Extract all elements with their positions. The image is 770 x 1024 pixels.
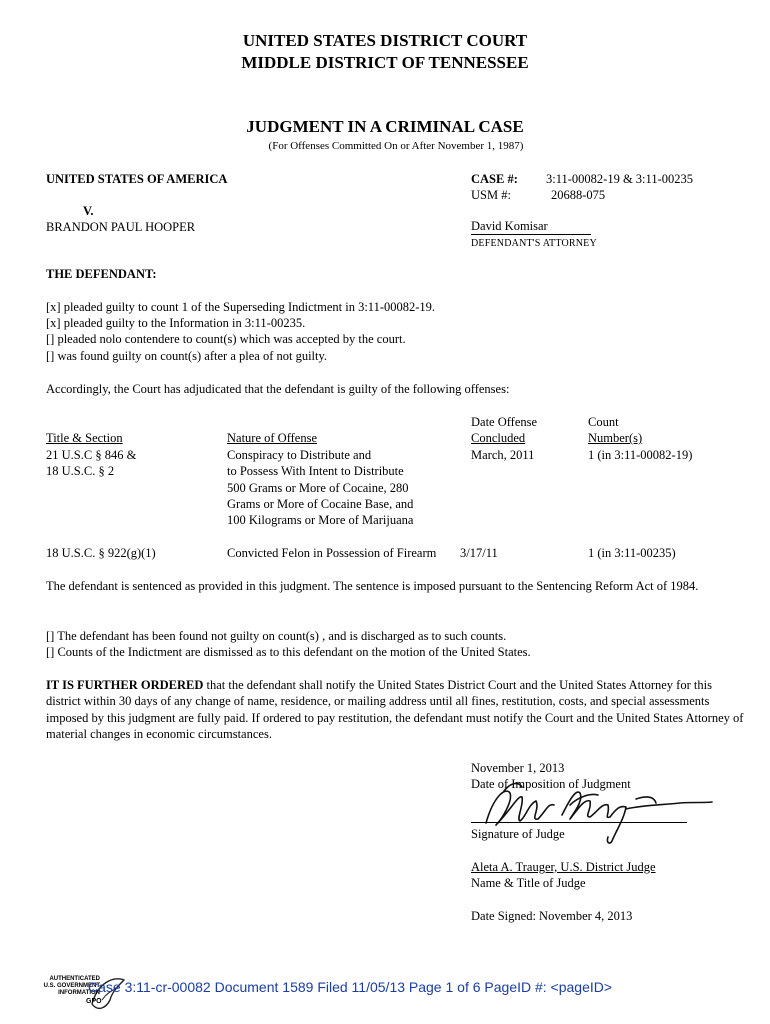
header-count-line1: Count <box>588 415 619 429</box>
plea-line-3: [] pleaded nolo contendere to count(s) which was accepted by the court. <box>46 332 406 346</box>
usm-number-label: USM #: <box>471 188 511 202</box>
header-title-section: Title & Section <box>46 431 123 445</box>
judge-caption: Name & Title of Judge <box>471 876 586 890</box>
offense-2-count: 1 (in 3:11-00235) <box>588 546 676 560</box>
plea-line-4: [] was found guilty on count(s) after a plea of not guilty. <box>46 349 328 363</box>
imposition-date: November 1, 2013 <box>471 761 565 775</box>
seal-line-2: U.S. GOVERNMENT <box>43 983 100 989</box>
signature-line <box>471 822 687 823</box>
header-date-line1: Date Offense <box>471 415 538 429</box>
case-number-label: CASE #: <box>471 172 518 186</box>
court-name-line1: UNITED STATES DISTRICT COURT <box>242 31 528 50</box>
defendant-name: BRANDON PAUL HOOPER <box>46 220 196 234</box>
dismissed-line: [] Counts of the Indictment are dismissed as to this defendant on the motion of the United States. <box>46 645 531 659</box>
further-ordered-text: that the defendant shall notify the United States District Court and the United States Attorney for this district within 30 days of any change of name, residence, or mailing address until all fines, restitution, costs, and special assessments imposed by this judgment are fully paid. If ordered to pay restitution, the defendant must notify the Court and the United States Attorney of material changes in economic circumstances. <box>46 678 744 741</box>
imposition-caption: Date of Imposition of Judgment <box>471 777 631 791</box>
document-subtitle: (For Offenses Committed On or After November 1, 1987) <box>268 140 524 152</box>
header-count-line2: Number(s) <box>588 431 643 445</box>
further-ordered-paragraph <box>46 677 746 742</box>
seal-line-1: AUTHENTICATED <box>49 976 100 982</box>
usm-number-value: 20688-075 <box>551 188 606 202</box>
offense-1-title-line2: 18 U.S.C. § 2 <box>46 464 115 478</box>
offense-2-nature: Convicted Felon in Possession of Firearm <box>227 546 437 560</box>
offense-1-nature-line2: to Possess With Intent to Distribute <box>227 464 404 478</box>
signature-caption: Signature of Judge <box>471 827 565 841</box>
court-name-line2: MIDDLE DISTRICT OF TENNESSEE <box>241 53 529 72</box>
further-ordered-lead: IT IS FURTHER ORDERED <box>46 678 204 692</box>
offense-1-title-line1: 21 U.S.C § 846 & <box>46 448 137 462</box>
defendant-section-heading: THE DEFENDANT: <box>46 267 157 281</box>
offense-2-title: 18 U.S.C. § 922(g)(1) <box>46 546 156 560</box>
filing-stamp: Case 3:11-cr-00082 Document 1589 Filed 11/05/13 Page 1 of 6 PageID #: <pageID> <box>88 979 613 995</box>
not-guilty-line: [] The defendant has been found not guilty on count(s) , and is discharged as to such counts. <box>46 629 507 643</box>
document-title: JUDGMENT IN A CRIMINAL CASE <box>246 117 524 136</box>
seal-line-3: INFORMATION <box>58 990 100 996</box>
header-date-line2: Concluded <box>471 431 526 445</box>
defense-attorney-caption: DEFENDANT'S ATTORNEY <box>471 238 597 249</box>
offense-2-date: 3/17/11 <box>460 546 498 560</box>
adjudication-text: Accordingly, the Court has adjudicated that the defendant is guilty of the following offenses: <box>46 382 510 396</box>
offense-1-nature-line4: Grams or More of Cocaine Base, and <box>227 497 414 511</box>
offense-1-nature-line1: Conspiracy to Distribute and <box>227 448 372 462</box>
sentence-paragraph: The defendant is sentenced as provided in this judgment. The sentence is imposed pursuant to the Sentencing Reform Act of 1984. <box>46 579 699 593</box>
offense-1-nature-line3: 500 Grams or More of Cocaine, 280 <box>227 481 409 495</box>
judge-name: Aleta A. Trauger, U.S. District Judge <box>471 860 656 874</box>
case-number-value: 3:11-00082-19 & 3:11-00235 <box>546 172 693 186</box>
offense-1-date: March, 2011 <box>471 448 535 462</box>
defense-attorney-name: David Komisar <box>471 219 591 235</box>
plaintiff-name: UNITED STATES OF AMERICA <box>46 172 228 186</box>
offense-1-count: 1 (in 3:11-00082-19) <box>588 448 693 462</box>
offense-1-nature-line5: 100 Kilograms or More of Marijuana <box>227 513 414 527</box>
versus: V. <box>83 204 94 218</box>
date-signed: Date Signed: November 4, 2013 <box>471 909 633 923</box>
plea-line-2: [x] pleaded guilty to the Information in 3:11-00235. <box>46 316 306 330</box>
plea-line-1: [x] pleaded guilty to count 1 of the Superseding Indictment in 3:11-00082-19. <box>46 300 436 314</box>
seal-line-4: GPO <box>86 998 102 1005</box>
header-nature: Nature of Offense <box>227 431 318 445</box>
